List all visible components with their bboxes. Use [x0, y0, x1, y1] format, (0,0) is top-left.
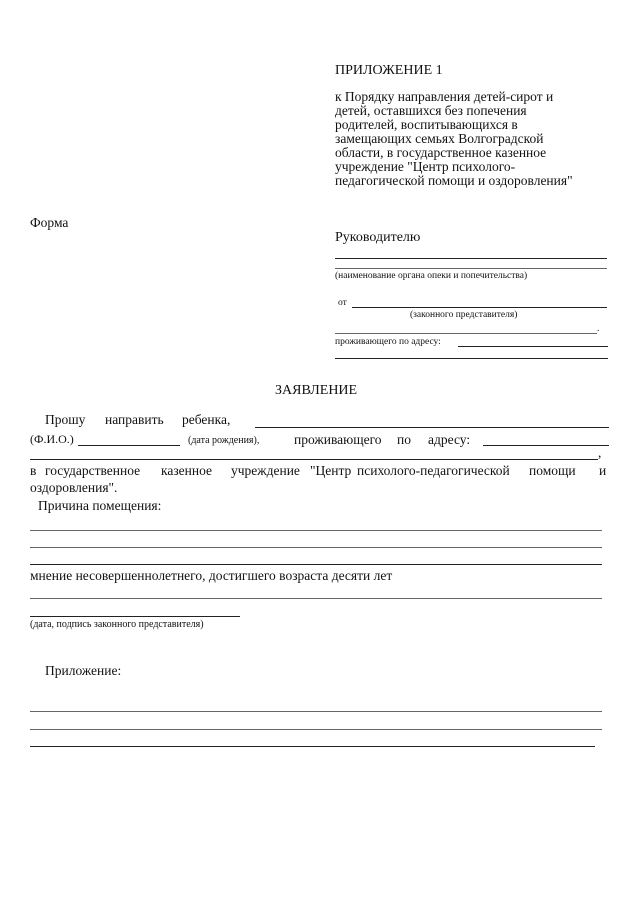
institution-word: и	[599, 463, 607, 478]
statement-title: ЗАЯВЛЕНИЕ	[275, 383, 358, 398]
child-name-line[interactable]	[255, 427, 609, 428]
appendix-line: учреждение "Центр психолого-	[335, 159, 516, 174]
org-caption: (наименование органа опеки и попечительства)	[335, 271, 528, 281]
addressee-title: Руководителю	[335, 230, 421, 245]
minor-opinion-label: мнение несовершеннолетнего, достигшего возраста десяти лет	[30, 568, 393, 583]
attachment-label: Приложение:	[45, 663, 122, 678]
institution-end: оздоровления".	[30, 480, 118, 495]
signature-line[interactable]	[30, 616, 240, 617]
attachment-line-1[interactable]	[30, 711, 602, 712]
institution-word: "Центр	[310, 463, 352, 478]
appendix-line: замещающих семьях Волгоградской	[335, 131, 544, 146]
institution-word: учреждение	[231, 463, 300, 478]
reason-line-2[interactable]	[30, 547, 602, 548]
residing-label: проживающего по адресу:	[335, 337, 441, 347]
comma: ,	[598, 445, 602, 460]
appendix-line: области, в государственное казенное	[335, 145, 547, 160]
minor-opinion-line[interactable]	[30, 598, 602, 599]
representative-extra-line[interactable]	[335, 333, 597, 334]
reason-line-3[interactable]	[30, 564, 602, 565]
appendix-line: педагогической помощи и оздоровления"	[335, 173, 573, 188]
form-label: Форма	[30, 215, 69, 230]
request-word: ребенка,	[182, 412, 231, 427]
child-address-line-1[interactable]	[483, 445, 609, 446]
org-name-line[interactable]	[335, 268, 607, 269]
representative-caption: (законного представителя)	[410, 310, 518, 320]
residing-word: адресу:	[428, 432, 471, 447]
fio-label: (Ф.И.О.)	[30, 432, 74, 446]
address-line-1[interactable]	[458, 346, 608, 347]
appendix-title: ПРИЛОЖЕНИЕ 1	[335, 63, 443, 78]
appendix-line: родителей, воспитывающихся в	[335, 117, 518, 132]
institution-word: государственное	[45, 463, 141, 478]
from-label: от	[338, 298, 347, 308]
request-word: Прошу	[45, 412, 86, 427]
head-name-line[interactable]	[335, 258, 607, 259]
birth-date-line[interactable]	[78, 445, 180, 446]
reason-label: Причина помещения:	[38, 498, 162, 513]
attachment-line-2[interactable]	[30, 729, 602, 730]
birth-date-label: (дата рождения),	[188, 435, 260, 446]
reason-line-1[interactable]	[30, 530, 602, 531]
child-address-line-2[interactable]	[30, 459, 598, 460]
request-word: направить	[105, 412, 164, 427]
institution-word: помощи	[529, 463, 576, 478]
appendix-line: к Порядку направления детей-сирот и	[335, 89, 554, 104]
institution-word: в	[30, 463, 37, 478]
attachment-line-3[interactable]	[30, 746, 595, 747]
appendix-line: детей, оставшихся без попечения	[335, 103, 527, 118]
residing-word: по	[397, 432, 411, 447]
line-end-dot: .	[597, 324, 600, 334]
address-line-2[interactable]	[335, 358, 608, 359]
signature-caption: (дата, подпись законного представителя)	[30, 619, 204, 630]
institution-word: казенное	[161, 463, 213, 478]
institution-word: психолого-педагогической	[357, 463, 510, 478]
residing-word: проживающего	[294, 432, 382, 447]
appendix-reference	[335, 90, 615, 188]
representative-name-line[interactable]	[352, 307, 607, 308]
